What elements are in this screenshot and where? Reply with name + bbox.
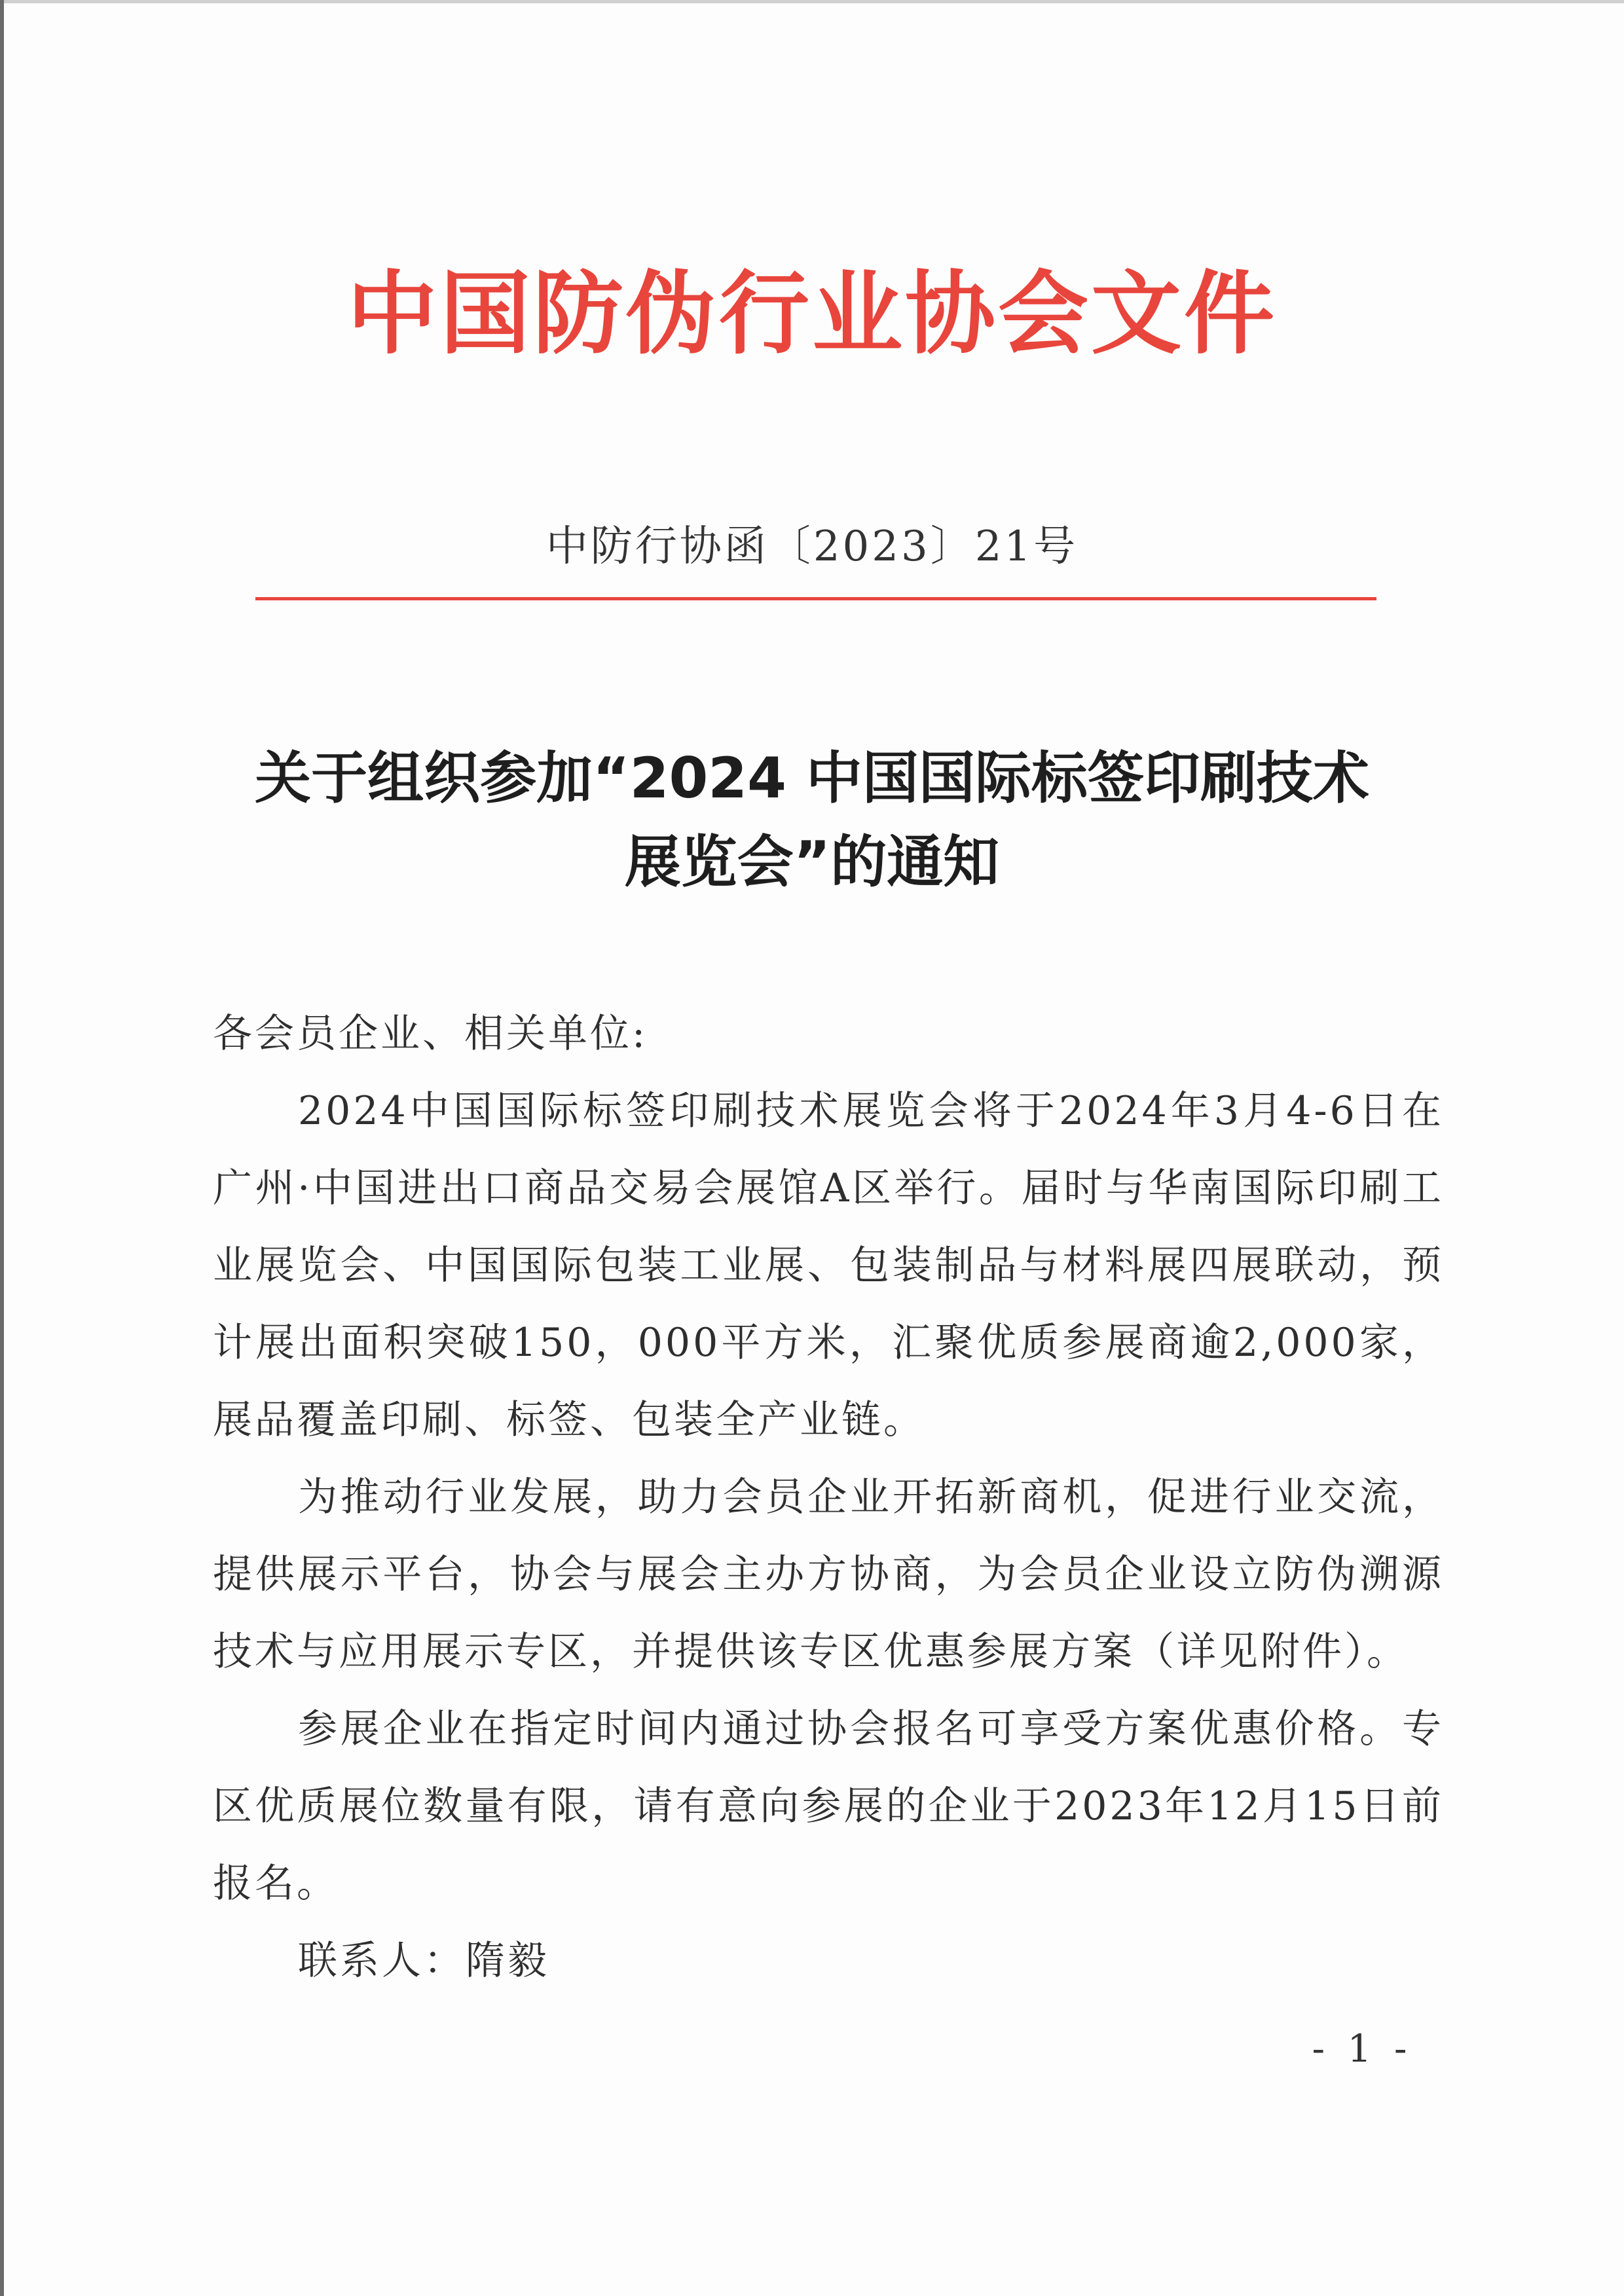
scan-edge-top — [0, 0, 1624, 3]
document-number: 中防行协函〔2023〕21号 — [545, 522, 1079, 571]
body-paragraph-registration: 参展企业在指定时间内通过协会报名可享受方案优惠价格。专区优质展位数量有限，请有意向参展的企业于2023年12月15日前报名。 — [213, 1706, 1444, 1906]
body-paragraph-exhibition-info: 2024中国国际标签印刷技术展览会将于2024年3月4-6日在广州·中国进出口商品交易会展馆A区举行。届时与华南国际印刷工业展览会、中国国际包装工业展、包装制品与材料展四展联动，预计展出面积突破150，000平方米，汇聚优质参展商逾2,000家，展品覆盖印刷、标签、包装全产业链。 — [213, 1088, 1444, 1443]
notice-title — [0, 737, 1624, 904]
notice-title-line-2: 展览会”的通知 — [624, 829, 1000, 895]
body-paragraph-contact: 联系人：隋毅 — [298, 1938, 549, 1984]
body-paragraph-purpose: 为推动行业发展，助力会员企业开拓新商机，促进行业交流，提供展示平台，协会与展会主办方协商，为会员企业设立防伪溯源技术与应用展示专区，并提供该专区优惠参展方案（详见附件）。 — [213, 1474, 1444, 1675]
page-number: - 1 - — [1312, 2026, 1412, 2071]
issuer-header-title: 中国防伪行业协会文件 — [346, 261, 1277, 367]
notice-title-line-1: 关于组织参加“2024 中国国际标签印刷技术 — [255, 746, 1369, 811]
red-header-rule — [255, 597, 1376, 600]
notice-body — [213, 995, 1444, 1999]
salutation: 各会员企业、相关单位: — [213, 1011, 648, 1057]
